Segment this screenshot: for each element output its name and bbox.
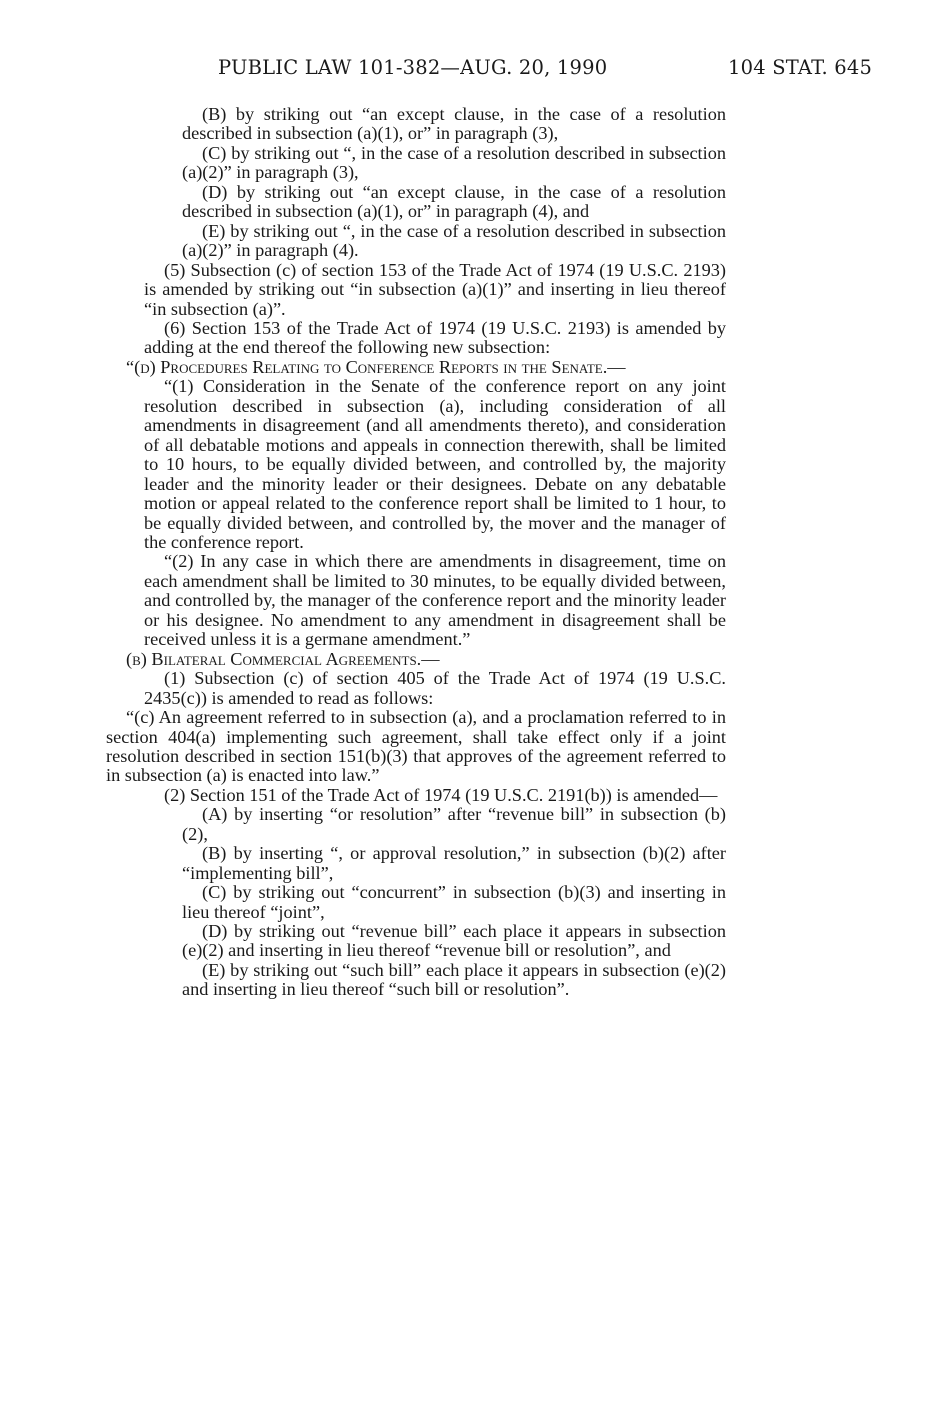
paragraph-b-strike-except-clause-3: (B) by striking out “an except clause, in the case of a resolution described in subsection (a)(1), or” in paragraph (3), [182,104,726,144]
paragraph-b2-section-151: (2) Section 151 of the Trade Act of 1974 (19 U.S.C. 2191(b)) is amended— [164,784,718,805]
paragraph-b-insert-approval-resolution: (B) by inserting “, or approval resolution,” in subsection (b)(2) after “implementing bill”, [182,843,726,883]
paragraph-e-strike-a2-4: (E) by striking out “, in the case of a resolution described in subsection (a)(2)” in paragraph (4). [182,220,726,261]
page-header [0,56,946,86]
paragraph-b1-section-405: (1) Subsection (c) of section 405 of the Trade Act of 1974 (19 U.S.C. 2435(c)) is amended to read as follows: [144,668,726,708]
paragraph-a-insert-or-resolution: (A) by inserting “or resolution” after “revenue bill” in subsection (b)(2), [182,804,726,844]
paragraph-d-strike-except-clause-4: (D) by striking out “an except clause, in the case of a resolution described in subsection (a)(1), or” in paragraph (4), and [182,181,726,222]
paragraph-6-section-153: (6) Section 153 of the Trade Act of 1974 (19 U.S.C. 2193) is amended by adding at the end thereof the following new subsection: [144,317,726,358]
header-title: PUBLIC LAW 101-382—AUG. 20, 1990 [218,56,608,79]
paragraph-c-strike-a2-3: (C) by striking out “, in the case of a resolution described in subsection (a)(2)” in paragraph (3), [182,142,726,183]
paragraph-5-subsection-c-153: (5) Subsection (c) of section 153 of the Trade Act of 1974 (19 U.S.C. 2193) is amended by striking out “in subsection (a)(1)” and inserting in lieu thereof “in subsection (a)”. [144,259,726,319]
paragraph-c-strike-concurrent: (C) by striking out “concurrent” in subsection (b)(3) and inserting in lieu thereof “joint”, [182,882,726,922]
paragraph-d2-amendments: “(2) In any case in which there are amendments in disagreement, time on each amendment shall be limited to 30 minutes, to be equally divided between, and controlled by, the manager of the conference report and the minority leader or his designee. No amendment to any amendment in disagreement shall be received unless it is a germane amendment.” [144,551,726,650]
header-page-ref: 104 STAT. 645 [728,56,873,79]
paragraph-c-agreement-text: “(c) An agreement referred to in subsection (a), and a proclamation referred to in section 404(a) implementing such agreement, shall take effect only if a joint resolution described in section 151(b)(3) that approves of the agreement referred to in subsection (a) is enacted into law.” [106,707,726,786]
paragraph-e-strike-such-bill: (E) by striking out “such bill” each place it appears in subsection (e)(2) and inserting in lieu thereof “such bill or resolution”. [182,959,726,1000]
subsection-d-heading: “(d) Procedures Relating to Conference Reports in the Senate.— [126,356,626,377]
document-body [106,105,726,1000]
section-b-heading: (b) Bilateral Commercial Agreements.— [126,648,440,669]
paragraph-d1-consideration: “(1) Consideration in the Senate of the conference report on any joint resolution described in subsection (a), including consideration of all amendments in disagreement (and all amendments thereto), and consideration of all debatable motions and appeals in connection therewith, shall be limited to 10 hours, to be equally divided between, and controlled by, the majority leader and the minority leader or their designees. Debate on any debatable motion or appeal related to the conference report shall be limited to 1 hour, to be equally divided between, and controlled by, the mover and the manager of the conference report. [144,376,726,552]
paragraph-d-strike-revenue-bill: (D) by striking out “revenue bill” each place it appears in subsection (e)(2) and inserting in lieu thereof “revenue bill or resolution”, and [182,921,726,961]
